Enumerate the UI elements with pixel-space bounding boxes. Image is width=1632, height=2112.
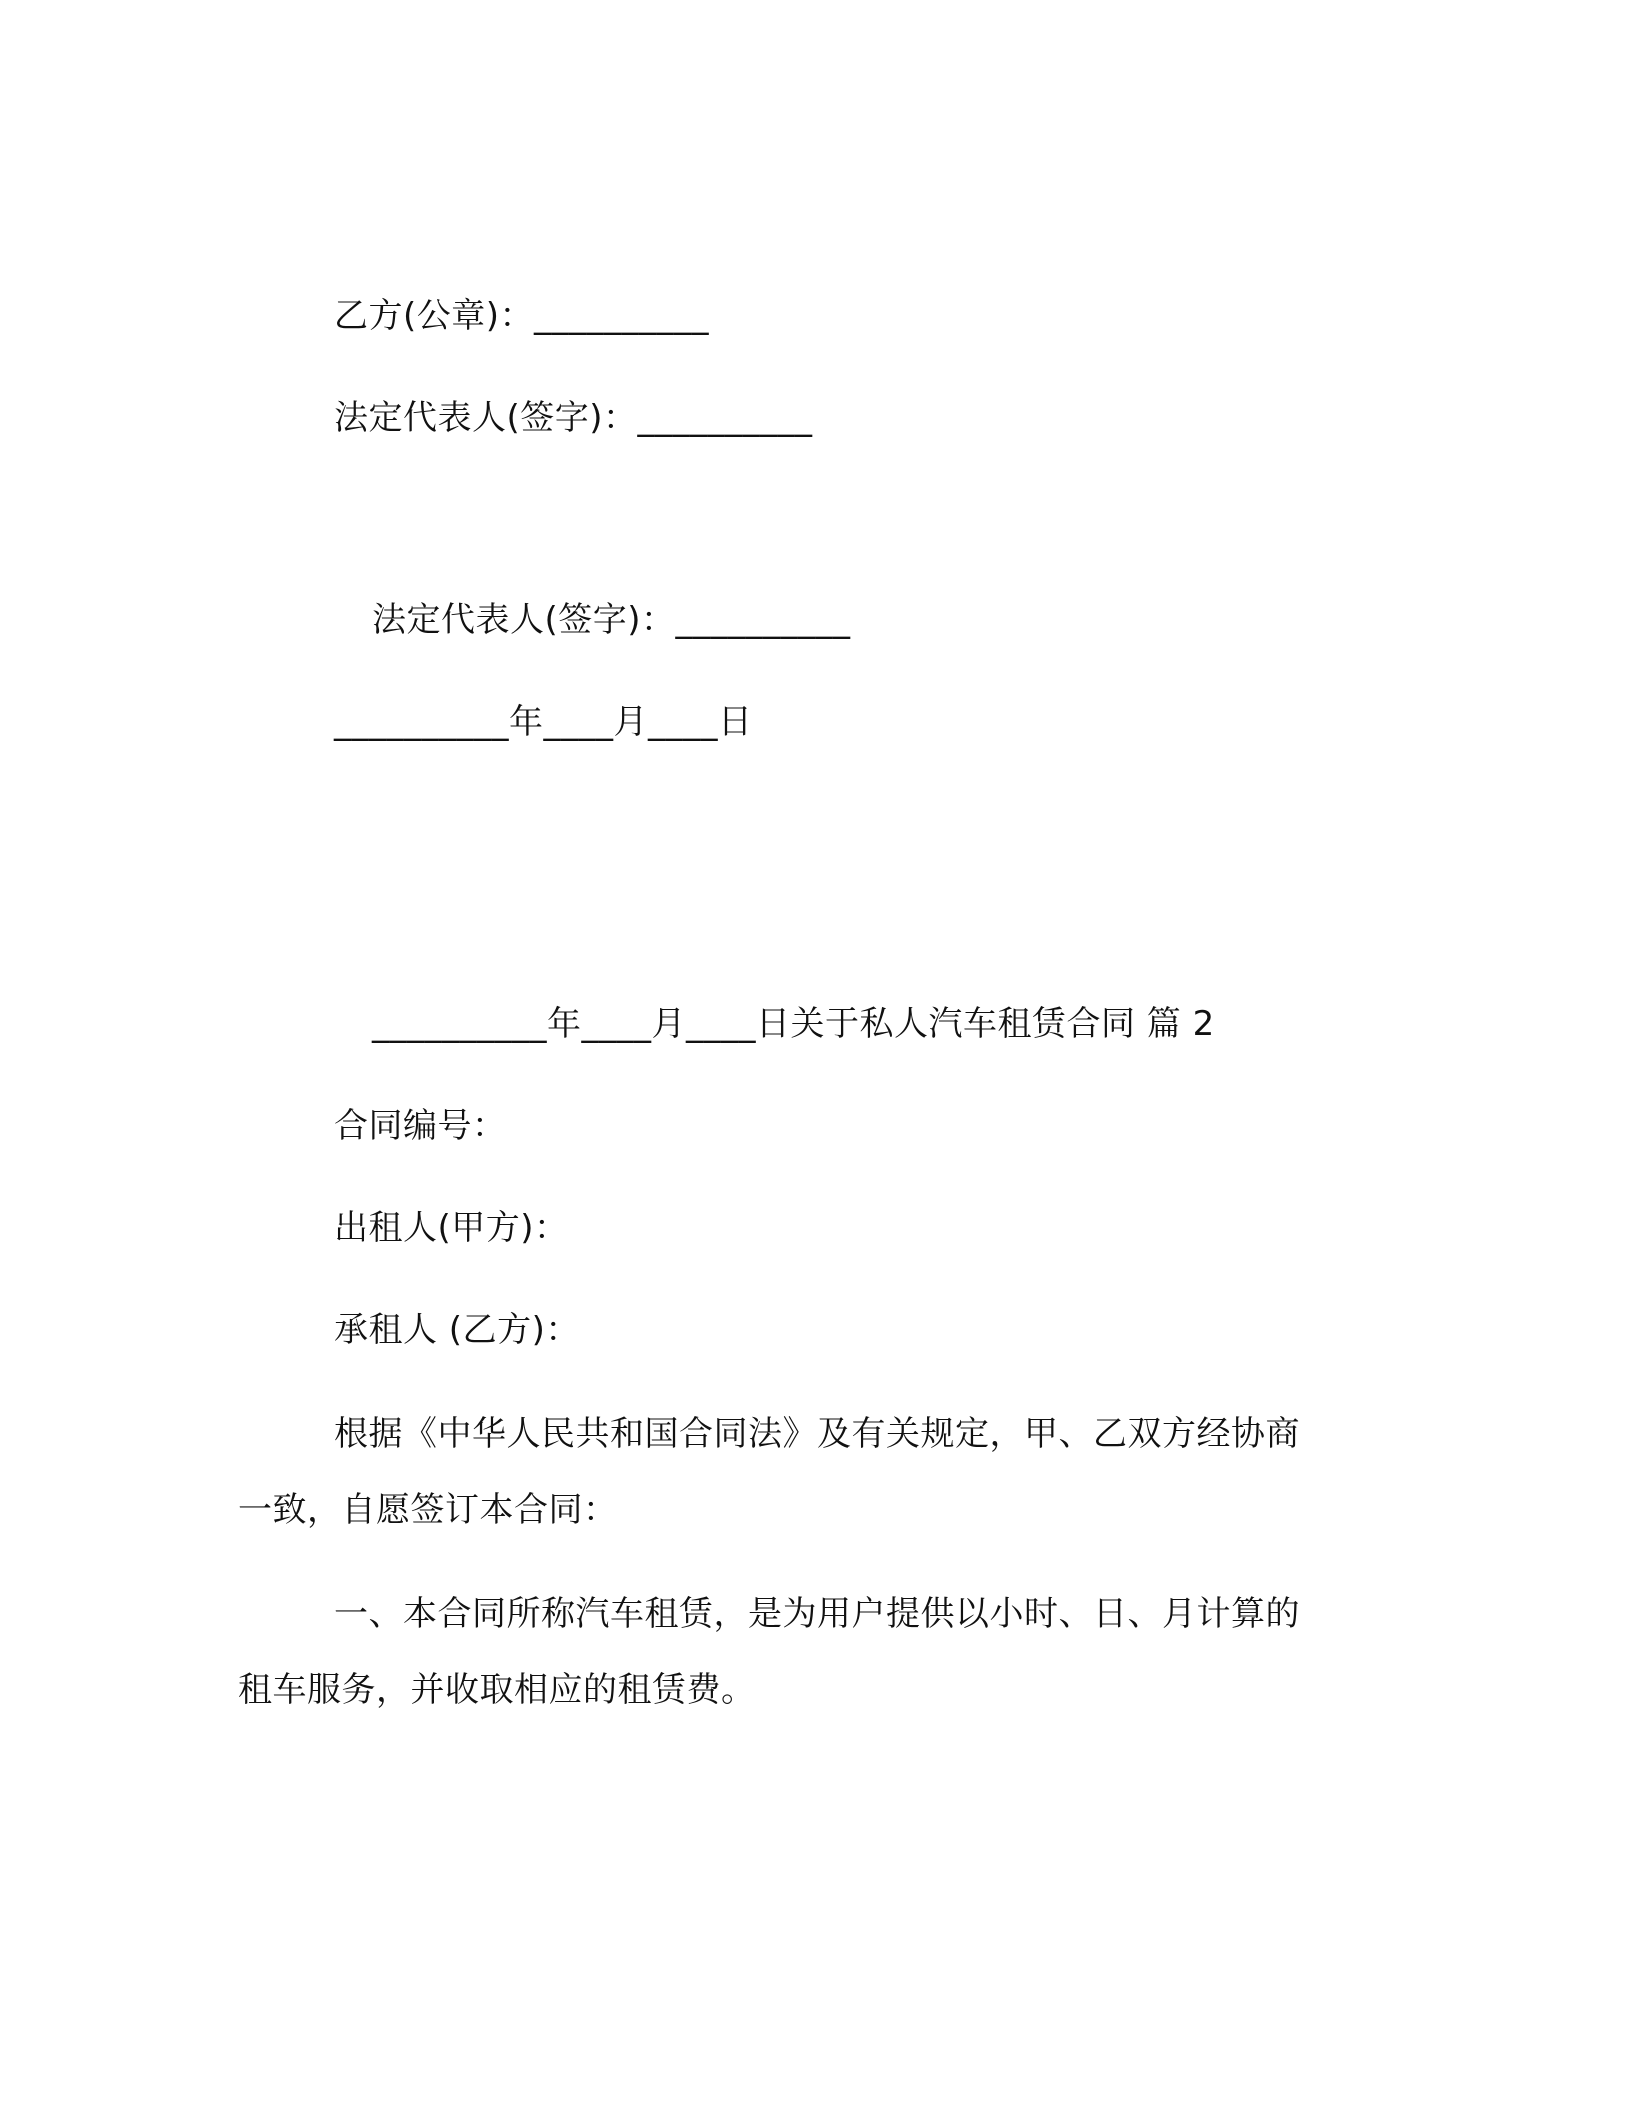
legal-rep-signature-line: 法定代表人(签字)：__________	[334, 398, 813, 438]
lessee-field: 承租人 (乙方)：	[334, 1310, 580, 1350]
contract-number-field: 合同编号：	[334, 1106, 507, 1146]
lessor-field: 出租人(甲方)：	[334, 1208, 569, 1248]
contract-heading: __________年____月____日关于私人汽车租赁合同 篇 2	[372, 1004, 1215, 1044]
clause-one-line-1: 一、本合同所称汽车租赁，是为用户提供以小时、日、月计算的	[334, 1594, 1300, 1634]
paragraph-intro-line-2: 一致，自愿签订本合同：	[238, 1490, 618, 1530]
paragraph-intro-line-1: 根据《中华人民共和国合同法》及有关规定，甲、乙双方经协商	[334, 1414, 1300, 1454]
legal-rep-signature-line-2: 法定代表人(签字)：__________	[372, 600, 851, 640]
date-line: __________年____月____日	[334, 702, 753, 742]
party-b-seal-line: 乙方(公章)：__________	[334, 296, 710, 336]
clause-one-line-2: 租车服务，并收取相应的租赁费。	[238, 1670, 756, 1710]
